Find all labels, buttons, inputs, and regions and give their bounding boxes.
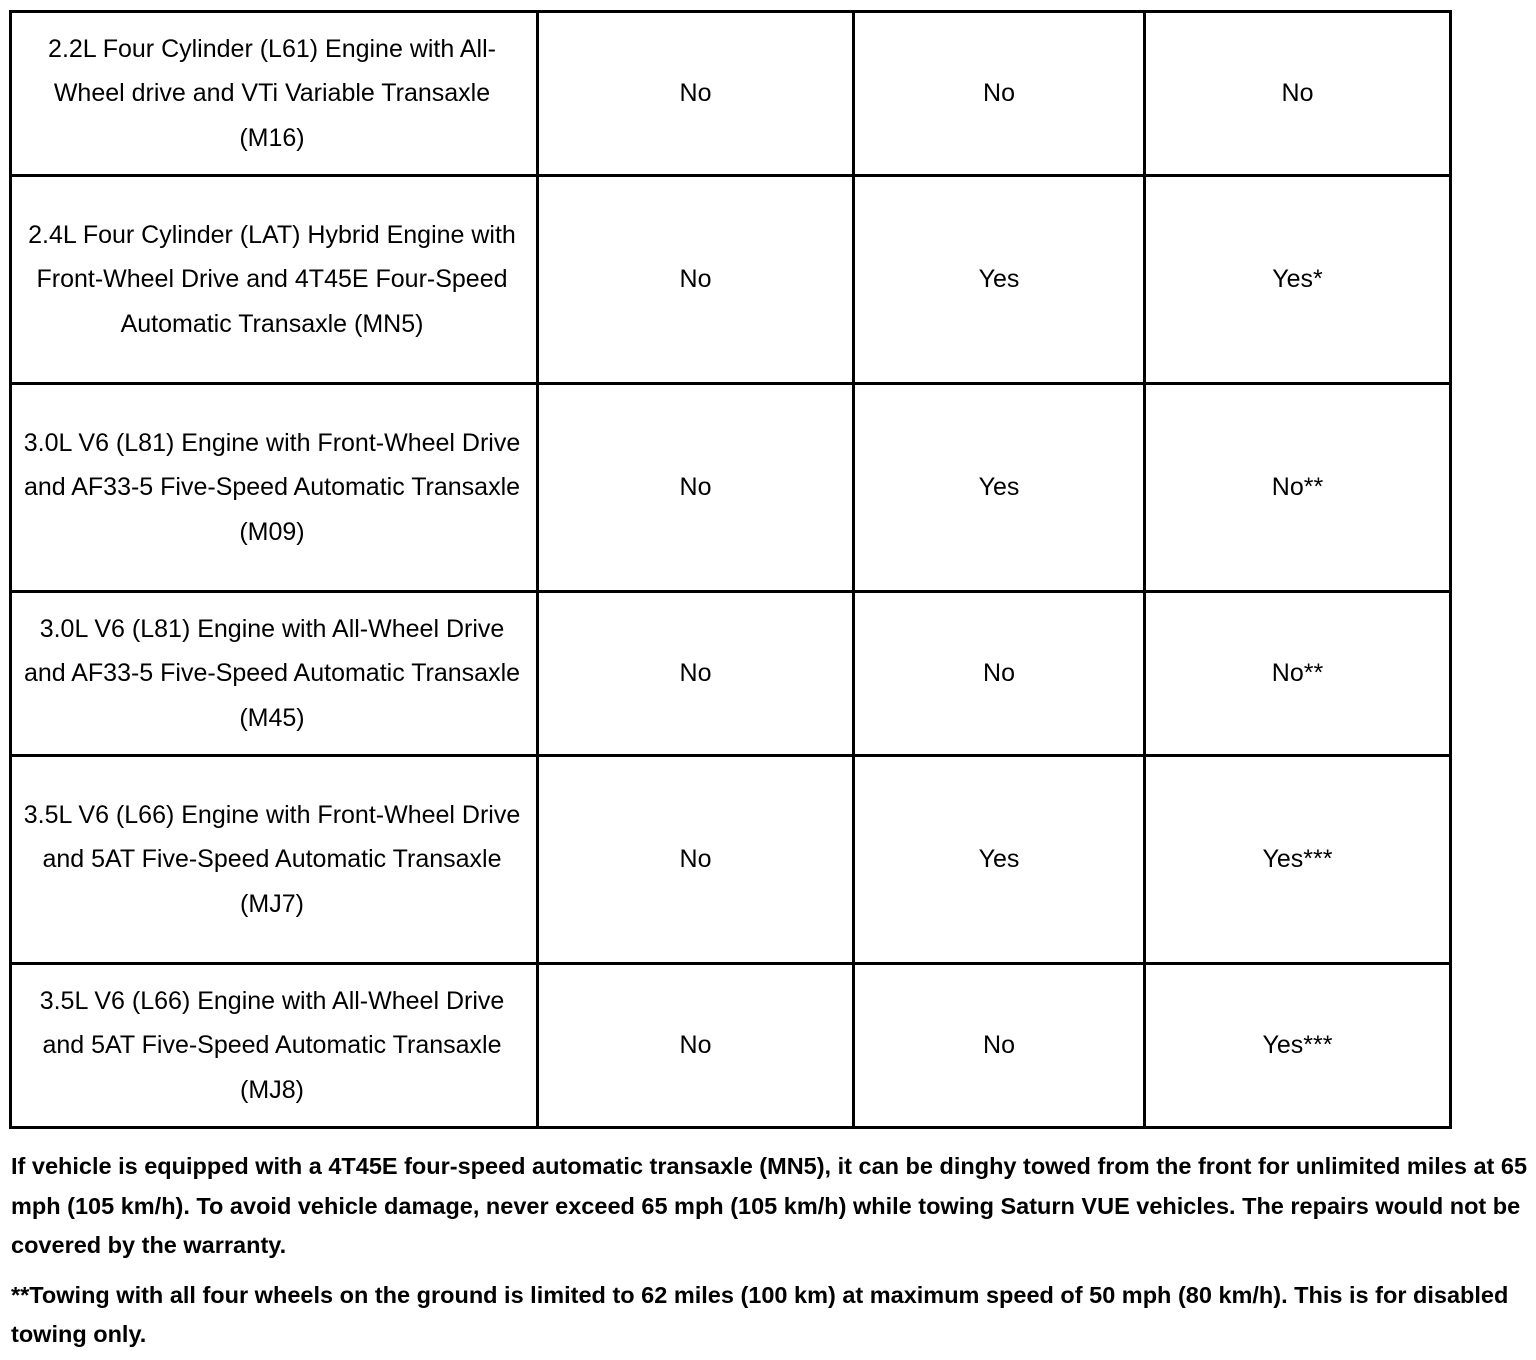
table-row <box>11 592 1451 756</box>
value-cell: Yes <box>854 384 1145 592</box>
value-cell: Yes*** <box>1145 756 1451 964</box>
table-row <box>11 12 1451 176</box>
value-cell: No <box>538 12 854 176</box>
configuration-cell: 2.4L Four Cylinder (LAT) Hybrid Engine with Front-Wheel Drive and 4T45E Four-Speed Automatic Transaxle (MN5) <box>11 176 538 384</box>
footnotes <box>11 1147 1531 1355</box>
value-cell: No <box>1145 12 1451 176</box>
value-cell: No <box>538 176 854 384</box>
configuration-cell: 3.5L V6 (L66) Engine with Front-Wheel Drive and 5AT Five-Speed Automatic Transaxle (MJ7) <box>11 756 538 964</box>
value-cell: No <box>538 964 854 1128</box>
value-cell: Yes <box>854 176 1145 384</box>
double-asterisk-note: **Towing with all four wheels on the ground is limited to 62 miles (100 km) at maximum speed of 50 mph (80 km/h). This is for disabled towing only. <box>11 1281 1509 1347</box>
configuration-cell: 3.0L V6 (L81) Engine with All-Wheel Drive and AF33-5 Five-Speed Automatic Transaxle (M45) <box>11 592 538 756</box>
value-cell: No <box>538 592 854 756</box>
configuration-cell: 3.5L V6 (L66) Engine with All-Wheel Drive and 5AT Five-Speed Automatic Transaxle (MJ8) <box>11 964 538 1128</box>
value-cell: Yes*** <box>1145 964 1451 1128</box>
value-cell: No** <box>1145 384 1451 592</box>
value-cell: No <box>538 384 854 592</box>
value-cell: Yes <box>854 756 1145 964</box>
towing-table <box>9 10 1452 1129</box>
table-row <box>11 964 1451 1128</box>
single-asterisk-note: If vehicle is equipped with a 4T45E four-speed automatic transaxle (MN5), it can be dinghy towed from the front for unlimited miles at 65 mph (105 km/h). To avoid vehicle damage, never exceed 65 mph (105 km/h) while towing Saturn VUE vehicles. The repairs would not be covered by the warranty. <box>11 1153 1528 1258</box>
value-cell: No** <box>1145 592 1451 756</box>
table-row <box>11 756 1451 964</box>
value-cell: No <box>538 756 854 964</box>
value-cell: No <box>854 964 1145 1128</box>
table-row <box>11 176 1451 384</box>
configuration-cell: 3.0L V6 (L81) Engine with Front-Wheel Drive and AF33-5 Five-Speed Automatic Transaxle (M09) <box>11 384 538 592</box>
value-cell: No <box>854 12 1145 176</box>
configuration-cell: 2.2L Four Cylinder (L61) Engine with All-Wheel drive and VTi Variable Transaxle (M16) <box>11 12 538 176</box>
value-cell: Yes* <box>1145 176 1451 384</box>
value-cell: No <box>854 592 1145 756</box>
table-row <box>11 384 1451 592</box>
